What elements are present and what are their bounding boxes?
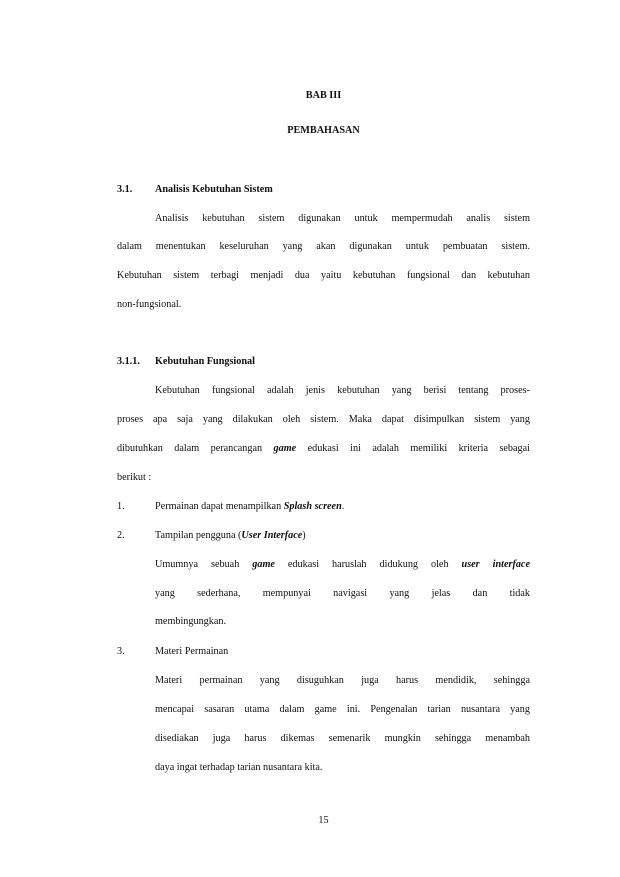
emphasis-text: User Interface [241,530,303,541]
emphasis-text: user interface [461,559,530,570]
paragraph-line: Analisis kebutuhan sistem digunakan untuk mempermudah analis sistem [155,213,530,224]
list-item-body-line: disediakan juga harus dikemas semenarik mungkin sehingga menambah [155,733,530,744]
paragraph-line: Kebutuhan fungsional adalah jenis kebutuhan yang berisi tentang proses- [155,385,530,396]
list-item-body-line: daya ingat terhadap tarian nusantara kita. [155,762,323,773]
chapter-label: BAB III [305,90,342,101]
emphasis-text: Splash screen [283,501,342,512]
list-item: Tampilan pengguna (User Interface) [155,530,306,541]
list-item: Permainan dapat menampilkan Splash screen. [155,501,345,512]
paragraph-line: dibutuhkan dalam perancangan game edukasi ini adalah memiliki kriteria sebagai [117,443,530,454]
list-item-body-line: mencapai sasaran utama dalam game ini. Pengenalan tarian nusantara yang [155,704,530,715]
paragraph-line: dalam menentukan keseluruhan yang akan digunakan untuk pembuatan sistem. [117,241,530,252]
subsection-number: 3.1.1. [117,356,140,367]
list-item: Materi Permainan [155,646,229,657]
list-number: 1. [117,501,125,512]
emphasis-text: game [273,443,297,454]
section-title: Analisis Kebutuhan Sistem [155,184,273,195]
list-item-body-line: membingungkan. [155,616,227,627]
emphasis-text: game [252,559,275,570]
list-item-body-line: Materi permainan yang disuguhkan juga harus mendidik, sehingga [155,675,530,686]
chapter-title: PEMBAHASAN [287,125,360,136]
section-number: 3.1. [117,184,133,195]
paragraph-line: berikut : [117,472,152,483]
list-number: 2. [117,530,125,541]
paragraph-line: non-fungsional. [117,299,182,310]
list-number: 3. [117,646,125,657]
subsection-title: Kebutuhan Fungsional [155,356,255,367]
list-item-body-line: Umumnya sebuah game edukasi haruslah didukung oleh user interface [155,559,530,570]
paragraph-line: proses apa saja yang dilakukan oleh sistem. Maka dapat disimpulkan sistem yang [117,414,530,425]
paragraph-line: Kebutuhan sistem terbagi menjadi dua yaitu kebutuhan fungsional dan kebutuhan [117,270,530,281]
page-number: 15 [318,815,329,826]
list-item-body-line: yang sederhana, mempunyai navigasi yang jelas dan tidak [155,588,530,599]
